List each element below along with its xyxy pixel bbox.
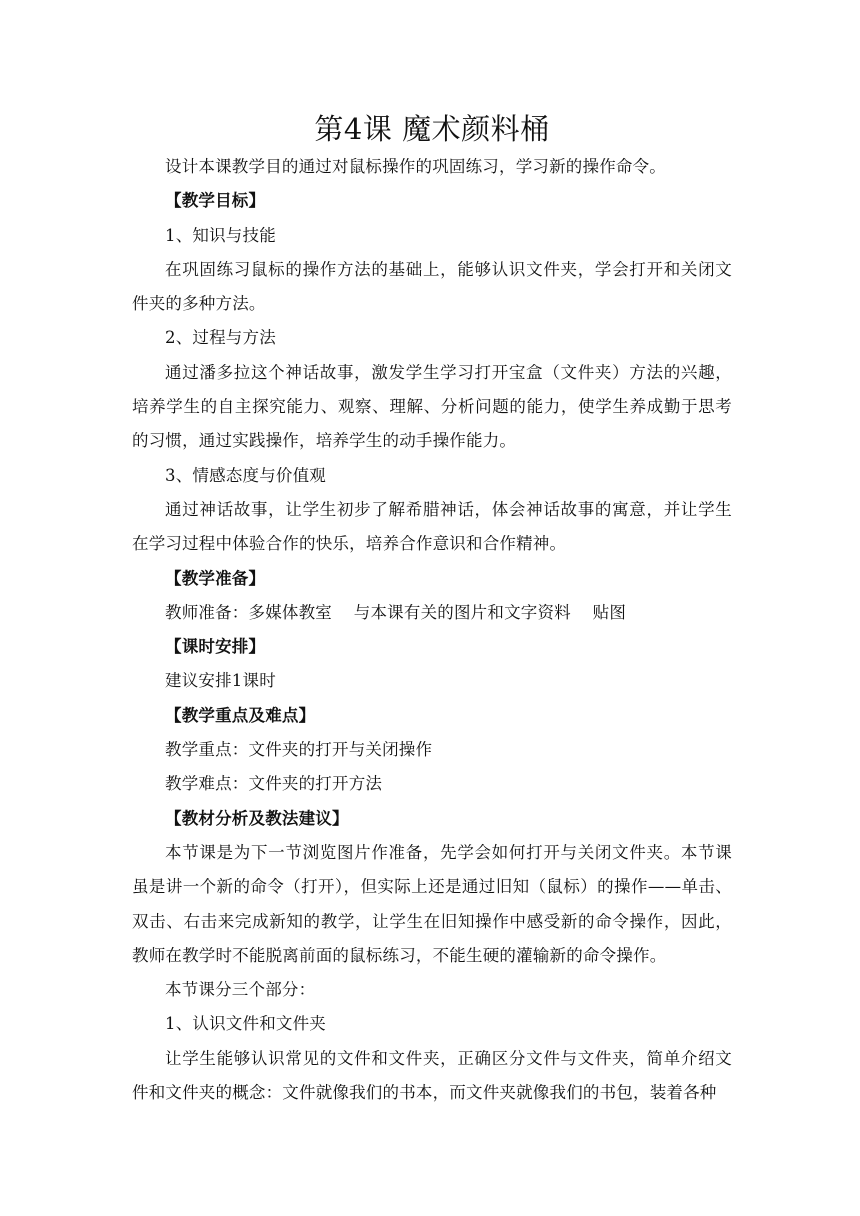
goal-item-3-text: 通过神话故事，让学生初步了解希腊神话，体会神话故事的寓意，并让学生在学习过程中体验合作的快乐，培养合作意识和合作精神。 (132, 499, 732, 554)
analysis-paragraph-1: 本节课是为下一节浏览图片作准备，先学会如何打开与关闭文件夹。本节课虽是讲一个新的命令（打开），但实际上还是通过旧知（鼠标）的操作——单击、双击、右击来完成新知的教学，让学生在旧知操作中感受新的命令操作，因此，教师在教学时不能脱离前面的鼠标练习，不能生硬的灌输新的命令操作。 (132, 842, 732, 965)
part-1-title: 1、认识文件和文件夹 (165, 1014, 326, 1034)
goal-item-2-title: 2、过程与方法 (165, 328, 276, 348)
section-heading-analysis: 【教材分析及教法建议】 (165, 808, 349, 828)
section-heading-goals: 【教学目标】 (165, 191, 266, 211)
goal-item-3-title: 3、情感态度与价值观 (165, 465, 326, 485)
goal-item-1-text: 在巩固练习鼠标的操作方法的基础上，能够认识文件夹，学会打开和关闭文件夹的多种方法。 (132, 259, 732, 314)
page-title: 第4课 魔术颜料桶 (314, 112, 550, 146)
schedule-text: 建议安排1课时 (165, 671, 276, 691)
section-heading-key-points: 【教学重点及难点】 (165, 705, 316, 725)
section-heading-schedule: 【课时安排】 (165, 637, 266, 657)
part-1-text: 让学生能够认识常见的文件和文件夹，正确区分文件与文件夹，简单介绍文件和文件夹的概念：文件就像我们的书本，而文件夹就像我们的书包，装着各种 (132, 1048, 732, 1103)
goal-item-1-title: 1、知识与技能 (165, 225, 276, 245)
goal-item-2-text: 通过潘多拉这个神话故事，激发学生学习打开宝盒（文件夹）方法的兴趣，培养学生的自主探究能力、观察、理解、分析问题的能力，使学生养成勤于思考的习惯，通过实践操作，培养学生的动手操作能力。 (132, 362, 732, 451)
difficult-point-text: 教学难点：文件夹的打开方法 (165, 774, 383, 794)
key-point-text: 教学重点：文件夹的打开与关闭操作 (165, 740, 433, 760)
section-heading-prep: 【教学准备】 (165, 568, 266, 588)
document-content (132, 108, 732, 1110)
prep-text: 教师准备：多媒体教室 与本课有关的图片和文字资料 贴图 (165, 602, 627, 622)
analysis-paragraph-2: 本节课分三个部分： (165, 980, 316, 1000)
intro-paragraph: 设计本课教学目的通过对鼠标操作的巩固练习，学习新的操作命令。 (165, 157, 666, 176)
